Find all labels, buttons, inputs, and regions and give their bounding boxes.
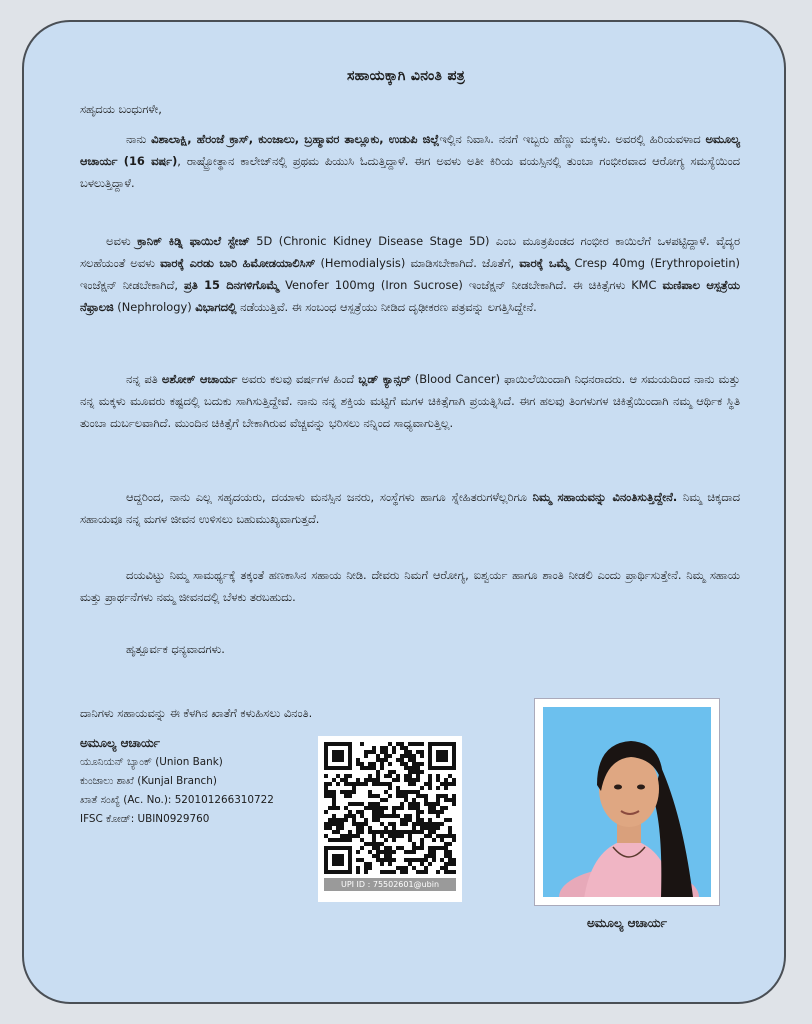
portrait-photo [543, 707, 711, 897]
account-number: ಖಾತೆ ಸಂಖ್ಯೆ (Ac. No.): 520101266310722 [80, 794, 274, 806]
paragraph-request: ಆದ್ದರಿಂದ, ನಾನು ಎಲ್ಲ ಸಹೃದಯರು, ದಯಾಳು ಮನಸ್ಸಿನ ಜನರು, ಸಂಸ್ಥೆಗಳು ಹಾಗೂ ಸ್ನೇಹಿತರುಗಳೆಲ್ಲರಿಗೂ ನಿಮ್ಮ ಸಹಾಯವನ್ನು ವಿನಂತಿಸುತ್ತಿದ್ದೇನೆ. ನಿಮ್ಮ ಚಿಕ್ಕದಾದ ಸಹಾಯವೂ ನನ್ನ ಮಗಳ ಜೀವನ ಉಳಿಸಲು ಬಹುಮುಖ್ಯವಾಗುತ್ತದೆ. [80, 490, 740, 526]
salutation: ಸಹೃದಯ ಬಂಧುಗಳೇ, [80, 102, 162, 116]
branch-name: ಕುಂಜಾಲು ಶಾಖೆ (Kunjal Branch) [80, 775, 217, 787]
bank-name: ಯೂನಿಯನ್ ಬ್ಯಾಂಕ್ (Union Bank) [80, 756, 223, 768]
paragraph-family: ನನ್ನ ಪತಿ ಅಶೋಕ್ ಆಚಾರ್ಯ ಅವರು ಕಲವು ವರ್ಷಗಳ ಹಿಂದೆ ಬ್ಲಡ್ ಕ್ಯಾನ್ಸರ್ (Blood Cancer) ಫಾಯಿಲೆಯಿಂದಾಗಿ ನಿಧನರಾದರು. ಆ ಸಮಯದಿಂದ ನಾನು ಮತ್ತು ನನ್ನ ಮಕ್ಕಳು ಮೂವರು ಕಷ್ಟದಲ್ಲಿ ಬದುಕು ಸಾಗಿಸುತ್ತಿದ್ದೇವೆ. ನಾನು ನನ್ನ ಶಕ್ತಿಯ ಮಟ್ಟಿಗೆ ಮಗಳ ಚಿಕಿತ್ಸೆಗಾಗಿ ಪ್ರಯತ್ನಿಸಿದೆ. ಈಗ ಹಲವು ತಿಂಗಳುಗಳ ಚಿಕಿತ್ಸೆಯಿಂದಾಗಿ ನಮ್ಮ ಆರ್ಥಿಕ ಸ್ಥಿತಿ ತುಂಬಾ ದುರ್ಬಲವಾಗಿದೆ. ಮುಂದಿನ ಚಿಕಿತ್ಸೆಗೆ ಬೇಕಾಗಿರುವ ವೆಚ್ಚವನ್ನು ಭರಿಸಲು ನನ್ನಿಂದ ಸಾಧ್ಯವಾಗುತ್ತಿಲ್ಲ. [80, 372, 740, 430]
account-holder-name: ಅಮೂಲ್ಯ ಆಚಾರ್ಯ [80, 736, 161, 750]
ifsc-code: IFSC ಕೋಡ್: UBIN0929760 [80, 813, 210, 825]
photo-frame [534, 698, 720, 906]
closing-thanks: ಹೃತ್ಪೂರ್ವಕ ಧನ್ಯವಾದಗಳು. [126, 642, 225, 656]
paragraph-introduction: ನಾನು ವಿಶಾಲಾಕ್ಷಿ, ಹೆರಂಜೆ ಕ್ರಾಸ್, ಕುಂಜಾಲು, ಬ್ರಹ್ಮಾವರ ತಾಲ್ಲೂಕು, ಉಡುಪಿ ಜಿಲ್ಲೆಇಲ್ಲಿನ ನಿವಾಸಿ. ನನಗೆ ಇಬ್ಬರು ಹೆಣ್ಣು ಮಕ್ಕಳು. ಅವರಲ್ಲಿ ಹಿರಿಯವಳಾದ ಅಮೂಲ್ಯ ಆಚಾರ್ಯ (16 ವರ್ಷ), ರಾಷ್ಟ್ರೋತ್ಥಾನ ಕಾಲೇಜ್‌ನಲ್ಲಿ ಪ್ರಥಮ ಪಿಯುಸಿ ಓದುತ್ತಿದ್ದಾಳೆ. ಈಗ ಅವಳು ಅತೀ ಕಿರಿಯ ವಯಸ್ಸಿನಲ್ಲಿ ತುಂಬಾ ಗಂಭೀರವಾದ ಆರೋಗ್ಯ ಸಮಸ್ಯೆಯಿಂದ ಬಳಲುತ್ತಿದ್ದಾಳೆ. [80, 132, 740, 190]
qr-code-icon [324, 742, 456, 874]
photo-caption: ಅಮೂಲ್ಯ ಆಚಾರ್ಯ [586, 916, 667, 930]
upi-id-label: UPI ID : 75502601@ubin [324, 878, 456, 891]
bank-details [80, 734, 320, 829]
letter-title: ಸಹಾಯಕ್ಕಾಗಿ ವಿನಂತಿ ಪತ್ರ [346, 68, 466, 84]
donation-note: ದಾನಿಗಳು ಸಹಾಯವನ್ನು ಈ ಕೆಳಗಿನ ಖಾತೆಗೆ ಕಳುಹಿಸಲು ವಿನಂತಿ. [80, 706, 313, 720]
paragraph-medical: ಅವಳು ಕ್ರಾನಿಕ್ ಕಿಡ್ನಿ ಫಾಯಿಲೆ ಸ್ಟೇಜ್ 5D (Chronic Kidney Disease Stage 5D) ಎಂಬ ಮೂತ್ರಪಿಂಡದ ಗಂಭೀರ ಕಾಯಿಲೆಗೆ ಒಳಪಟ್ಟಿದ್ದಾಳೆ. ವೈದ್ಯರ ಸಲಹೆಯಂತೆ ಅವಳು ವಾರಕ್ಕೆ ಎರಡು ಬಾರಿ ಹಿಮೋಡಯಾಲಿಸಿಸ್ (Hemodialysis) ಮಾಡಿಸಬೇಕಾಗಿದೆ. ಜೊತೆಗೆ, ವಾರಕ್ಕೆ ಒಮ್ಮೆ Cresp 40mg (Erythropoietin) ಇಂಜೆಕ್ಷನ್ ನೀಡಬೇಕಾಗಿದೆ, ಪ್ರತಿ 15 ದಿನಗಳಿಗೊಮ್ಮೆ Venofer 100mg (Iron Sucrose) ಇಂಜೆಕ್ಷನ್ ನೀಡಬೇಕಾಗಿದೆ. ಈ ಚಿಕಿತ್ಸೆಗಳು KMC ಮಣಿಪಾಲ ಆಸ್ಪತ್ರೆಯ ನೆಫ್ರಾಲಜಿ (Nephrology) ವಿಭಾಗದಲ್ಲಿ ನಡೆಯುತ್ತಿವೆ. ಈ ಸಂಬಂಧ ಆಸ್ಪತ್ರೆಯು ನೀಡಿದ ದೃಢೀಕರಣ ಪತ್ರವನ್ನು ಲಗತ್ತಿಸಿದ್ದೇನೆ. [80, 234, 740, 314]
upi-qr-code [318, 736, 462, 902]
paragraph-prayer: ದಯವಿಟ್ಟು ನಿಮ್ಮ ಸಾಮರ್ಥ್ಯಕ್ಕೆ ತಕ್ಕಂತೆ ಹಣಕಾಸಿನ ಸಹಾಯ ನೀಡಿ. ದೇವರು ನಿಮಗೆ ಆರೋಗ್ಯ, ಐಶ್ವರ್ಯ ಹಾಗೂ ಶಾಂತಿ ನೀಡಲಿ ಎಂದು ಪ್ರಾರ್ಥಿಸುತ್ತೇನೆ. ನಿಮ್ಮ ಸಹಾಯ ಮತ್ತು ಪ್ರಾರ್ಥನೆಗಳು ನಮ್ಮ ಜೀವನದಲ್ಲಿ ಬೆಳಕು ತರಬಹುದು. [80, 568, 740, 604]
